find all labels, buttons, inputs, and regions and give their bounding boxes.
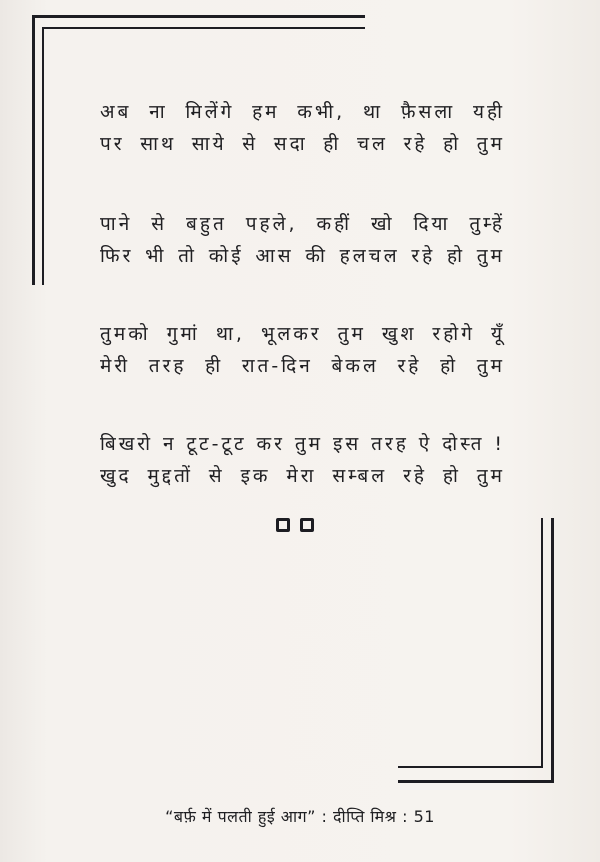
border-left-line-outer	[32, 15, 35, 285]
border-right-line-outer	[551, 518, 554, 783]
footer-separator: :	[402, 807, 408, 826]
poem-stanza-3	[100, 318, 505, 382]
poem-line: मेरी तरह ही रात-दिन बेकल रहे हो तुम	[100, 355, 505, 377]
border-left-line-inner	[42, 27, 44, 285]
poem-line: पाने से बहुत पहले, कहीं खो दिया तुम्हें	[100, 213, 505, 235]
page-number: 51	[413, 807, 435, 826]
poem-stanza-4	[100, 428, 505, 492]
footer-separator: :	[321, 807, 328, 826]
page-footer	[0, 806, 600, 828]
poem-line: खुद मुद्दतों से इक मेरा सम्बल रहे हो तुम	[100, 465, 505, 487]
poem-stanza-2	[100, 208, 505, 272]
poem-stanza-1	[100, 96, 505, 160]
poem-line: पर साथ साये से सदा ही चल रहे हो तुम	[100, 133, 505, 155]
poem-line: तुमको गुमां था, भूलकर तुम खुश रहोगे यूँ	[100, 323, 505, 345]
square-ornament-icon	[300, 518, 314, 532]
end-ornament	[276, 518, 314, 532]
border-top-line-inner	[42, 27, 365, 29]
border-bottom-line-outer	[398, 780, 554, 783]
border-top-line-outer	[32, 15, 365, 18]
poem-line: फिर भी तो कोई आस की हलचल रहे हो तुम	[100, 245, 505, 267]
author-name: दीप्ति मिश्र	[333, 807, 397, 826]
border-right-line-inner	[541, 518, 543, 768]
border-bottom-line-inner	[398, 766, 543, 768]
poem-line: अब ना मिलेंगे हम कभी, था फ़ैसला यही	[100, 101, 505, 123]
book-title: “बर्फ़ में पलती हुई आग”	[165, 807, 316, 826]
poem-line: बिखरो न टूट-टूट कर तुम इस तरह ऐ दोस्त !	[100, 433, 505, 455]
square-ornament-icon	[276, 518, 290, 532]
